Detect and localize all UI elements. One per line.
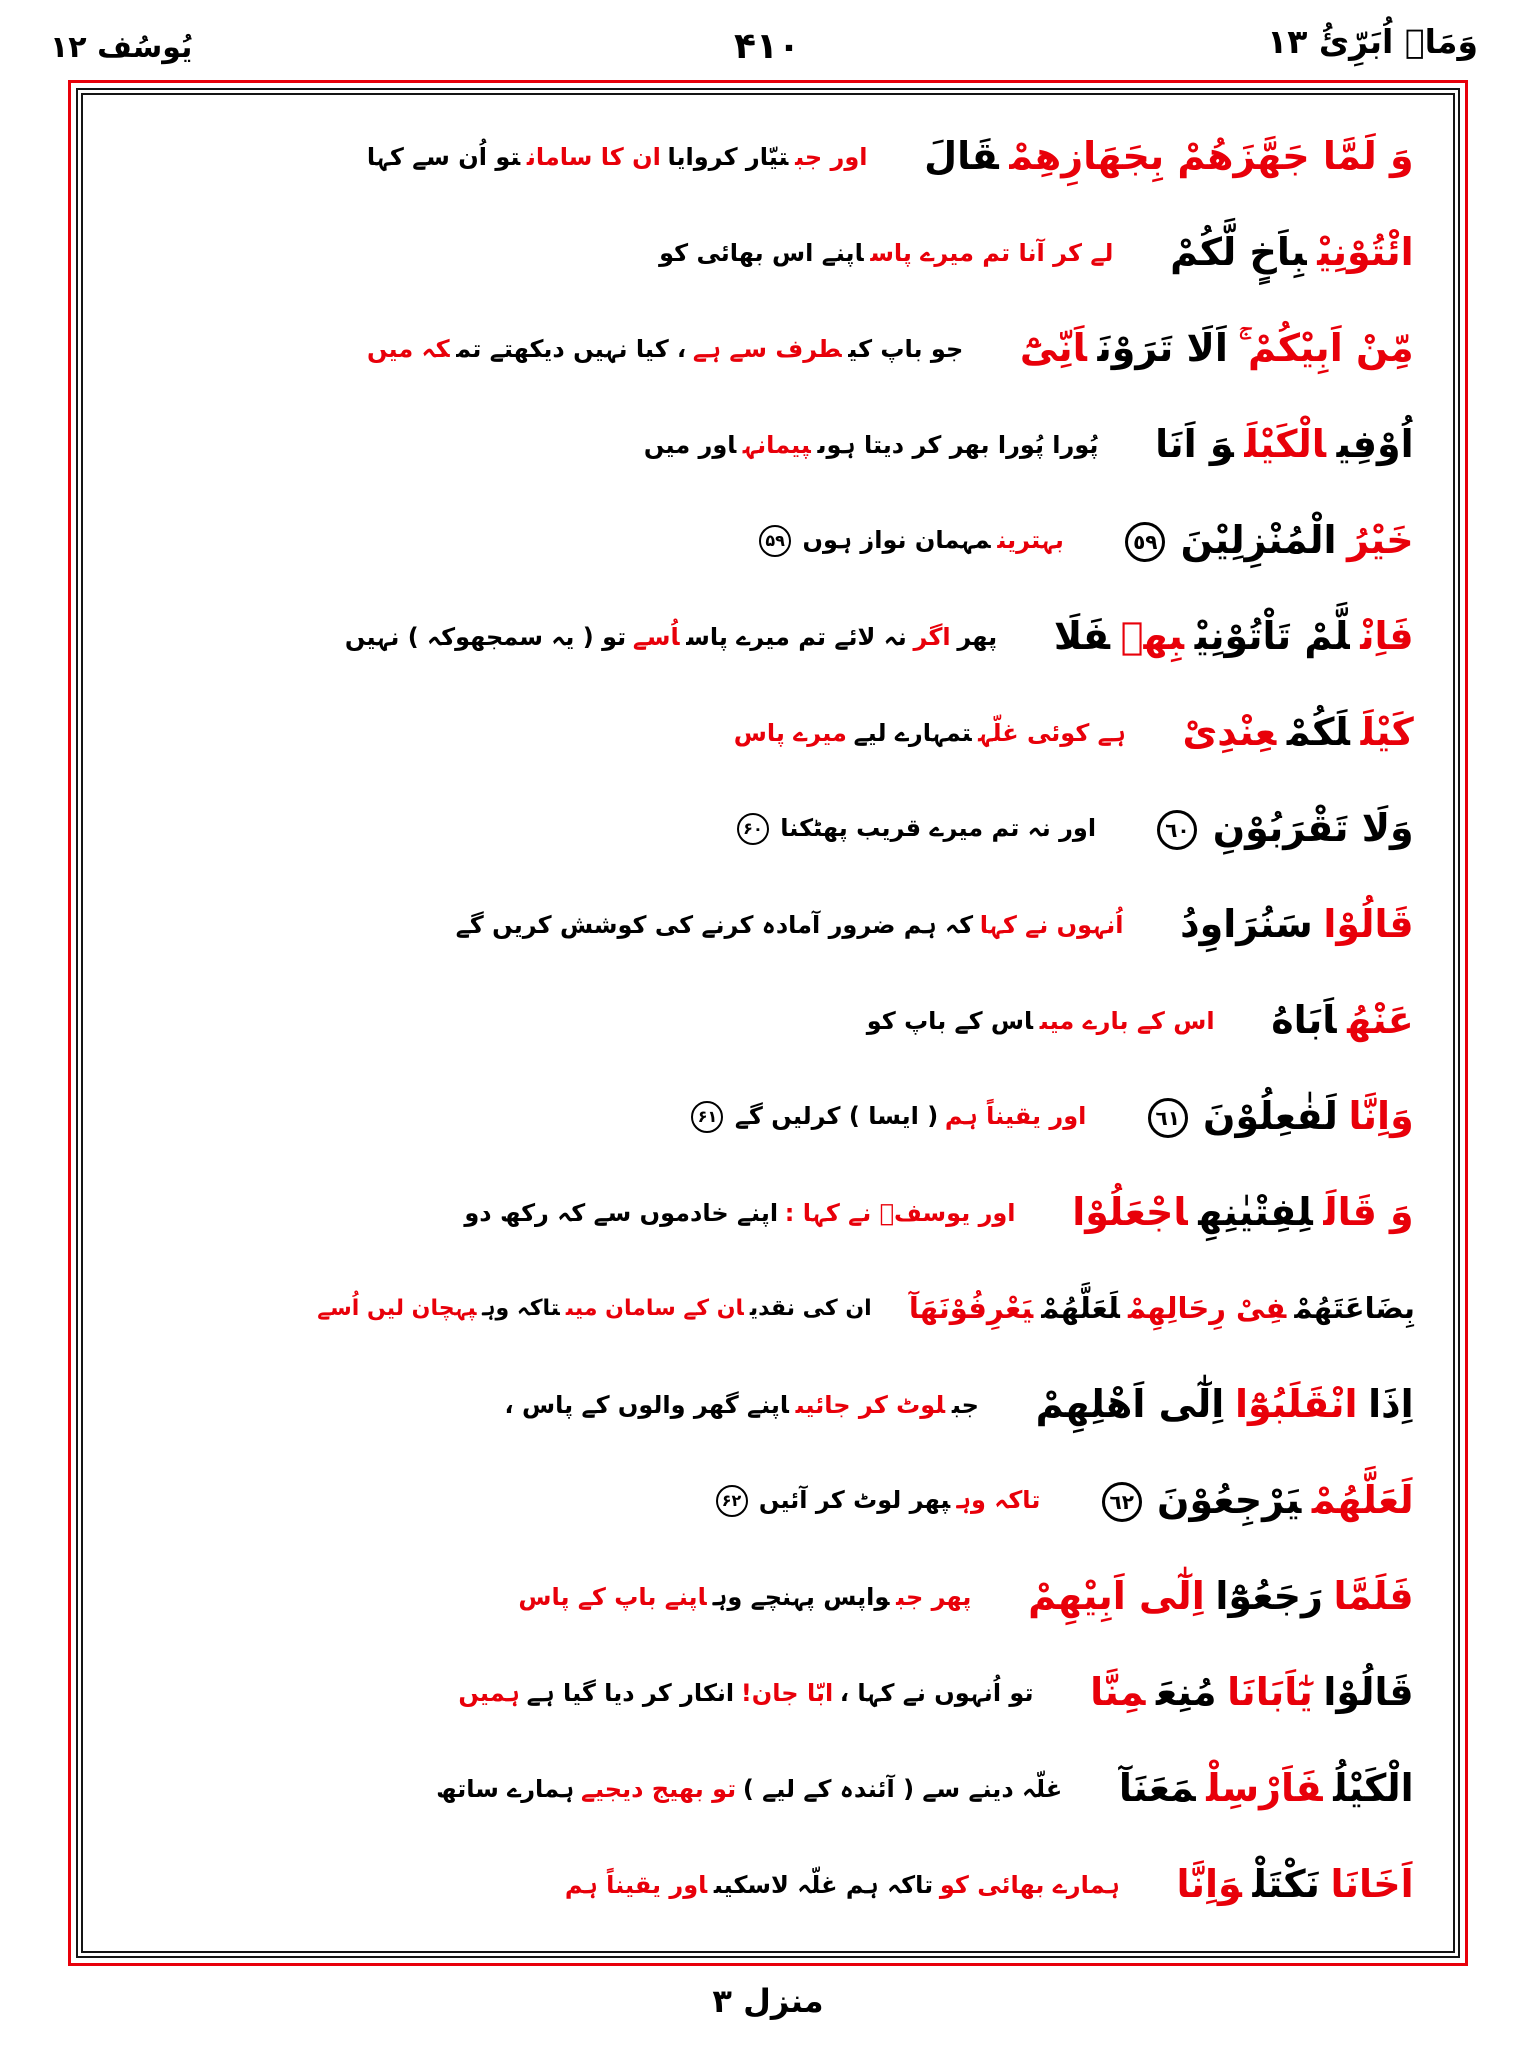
manzil-label: منزل ۳ (712, 1982, 824, 2020)
arabic-verse-line (1067, 1192, 1419, 1234)
ayah-number-badge: ۶۰ (737, 813, 769, 845)
text-segment: تو اُنہوں نے کہا ، (839, 1678, 1034, 1707)
surah-title-left: یُوسُف ۱۲ (50, 30, 193, 65)
urdu-translation-line (109, 143, 919, 172)
text-segment: مہمان نواز ہوں (802, 526, 991, 554)
text-segment: بہترین (997, 526, 1064, 554)
text-segment: غلّہ دینے سے ( آئندہ کے لیے ) (742, 1774, 1063, 1803)
verse-row (109, 205, 1419, 301)
urdu-translation-line (109, 813, 1147, 845)
text-segment: وَ اَنَا (1155, 422, 1234, 467)
text-segment: اور یقیناً ہم (564, 1870, 708, 1899)
verse-row (109, 589, 1419, 685)
verse-row (109, 877, 1419, 973)
arabic-verse-line (1150, 424, 1419, 466)
arabic-verse-line (1147, 805, 1419, 851)
verse-row (109, 973, 1419, 1069)
text-segment: لِفِتْیٰنِهِ (1198, 1190, 1313, 1235)
text-segment: اور میں (643, 430, 737, 459)
verse-row (109, 493, 1419, 589)
text-segment: اپنے گھر والوں کے پاس ، (504, 1390, 789, 1419)
text-segment: سَنُرَاوِدُ (1180, 902, 1313, 947)
urdu-translation-line (109, 431, 1150, 460)
text-segment: ( ایسا ) کرلیں گے (734, 1102, 939, 1130)
verse-row (109, 301, 1419, 397)
text-segment: انکار کر دیا گیا ہے (526, 1678, 735, 1707)
text-segment: طرف سے ہے (692, 334, 842, 363)
text-segment: اگر (913, 622, 951, 651)
text-segment: نَكْتَلْ (1252, 1862, 1320, 1907)
arabic-verse-line (1177, 712, 1419, 754)
text-segment: اَبَاهُ (1271, 998, 1337, 1043)
text-segment: مَعَنَآ (1118, 1766, 1196, 1811)
arabic-verse-line (1175, 904, 1419, 946)
text-segment: لَّمْ تَاْتُوْنِیْ (1194, 614, 1350, 659)
text-segment: لَعَلَّهُمْ (1041, 1291, 1120, 1326)
text-segment: بِاَخٍ لَّكُمْ (1170, 230, 1307, 275)
text-segment: یٰٓاَبَانَا (1227, 1670, 1313, 1715)
text-segment: لوٹ کر جائیں (795, 1390, 946, 1419)
text-segment: وَ قَالَ (1323, 1190, 1414, 1235)
urdu-translation-line (109, 1583, 1023, 1612)
ayah-number-badge: ۵۹ (759, 525, 791, 557)
text-segment: لَفٰعِلُوْنَ (1203, 1093, 1338, 1138)
verse-row (109, 1261, 1419, 1357)
text-segment: عِنْدِیْ (1182, 710, 1277, 755)
text-segment: ہمیں (458, 1678, 520, 1707)
text-segment: فَلَا (1053, 614, 1111, 659)
text-segment: یَعْرِفُوْنَهَآ (908, 1291, 1034, 1326)
text-segment: ان کی نقدی (749, 1295, 872, 1321)
arabic-verse-line (1092, 1477, 1419, 1523)
text-segment: وَ لَمَّا جَهَّزَهُمْ بِجَهَازِهِمْ (1009, 134, 1414, 179)
urdu-translation-line (109, 525, 1115, 557)
juz-title-right: وَمَاۤ اُبَرِّئُ ۱۳ (1267, 22, 1478, 61)
text-segment: پیمانہ (743, 430, 811, 459)
urdu-translation-line (109, 1871, 1171, 1900)
urdu-translation-line (109, 719, 1177, 748)
text-segment: لَكُمْ (1286, 710, 1350, 755)
text-segment: تیّار کروایا (667, 142, 789, 171)
arabic-verse-line (1049, 616, 1419, 658)
text-segment: قَالَ (924, 134, 999, 179)
text-segment: اور یوسفؑ نے کہا : (784, 1198, 1016, 1227)
text-segment: پھر (957, 622, 998, 651)
urdu-translation-line (109, 623, 1049, 652)
text-segment: تو اُن سے کہا (366, 142, 521, 171)
text-segment: کہ میں (366, 334, 450, 363)
urdu-translation-line (109, 335, 1015, 364)
text-segment: مِّنْ اَبِیْكُمْ ۚ (1238, 326, 1414, 371)
text-segment: فِیْ رِحَالِهِمْ (1127, 1291, 1287, 1326)
urdu-translation-line (109, 239, 1165, 268)
text-segment: پھر لوٹ کر آئیں (758, 1486, 951, 1514)
text-segment: تمہارے لیے (853, 718, 972, 747)
page-header (50, 16, 1484, 78)
text-segment: فَاَرْسِلْ (1206, 1766, 1323, 1811)
text-segment: جو باپ کی (848, 334, 964, 363)
text-segment: الْكَیْلُ (1333, 1766, 1414, 1811)
text-segment: اُنہوں نے کہا (979, 910, 1124, 939)
urdu-translation-line (109, 1007, 1266, 1036)
urdu-translation-line (109, 1391, 1030, 1420)
text-segment: یَرْجِعُوْنَ (1157, 1477, 1302, 1522)
urdu-translation-line (109, 1775, 1114, 1804)
text-segment: اور جب (795, 142, 868, 171)
arabic-verse-line (1171, 1864, 1419, 1906)
text-segment: الْكَیْلَ (1244, 422, 1327, 467)
arabic-verse-line (1115, 517, 1419, 563)
text-segment: اور یقیناً ہم (944, 1102, 1087, 1130)
verse-rows (83, 95, 1453, 1951)
text-segment: جب (951, 1390, 979, 1419)
text-segment: نہ لائے تم میرے پاس (686, 622, 907, 651)
arabic-verse-line (1114, 1768, 1419, 1810)
ayah-number-badge: ۶۱ (691, 1101, 723, 1133)
arabic-verse-line (1266, 1000, 1419, 1042)
text-segment: تو ( یہ سمجھوکہ ) نہیں (344, 622, 627, 651)
outer-red-border (68, 80, 1468, 1966)
text-segment: وَلَا تَقْرَبُوْنِ (1212, 805, 1414, 850)
urdu-translation-line (109, 1485, 1092, 1517)
text-segment: اجْعَلُوْا (1072, 1190, 1188, 1235)
text-segment: بِهٖ (1120, 614, 1185, 659)
urdu-translation-line (109, 1101, 1138, 1133)
arabic-verse-line (1165, 232, 1419, 274)
page-footer (0, 1982, 1536, 2020)
text-segment: خَیْرُ (1347, 517, 1414, 562)
verse-row (109, 109, 1419, 205)
text-segment: اُسے (632, 622, 680, 651)
ayah-number-badge: ٦١ (1148, 1098, 1188, 1138)
text-segment: پہچان لیں اُسے (317, 1295, 477, 1321)
verse-row (109, 1645, 1419, 1741)
text-segment: مِنَّا (1090, 1670, 1146, 1715)
text-segment: اپنے اس بھائی کو (659, 238, 864, 267)
text-segment: اس کے بارے میں (1039, 1006, 1215, 1035)
text-segment: تو بھیج دیجیے (580, 1774, 737, 1803)
inner-black-border (76, 88, 1460, 1958)
verse-row (109, 1453, 1419, 1549)
verse-row (109, 1357, 1419, 1453)
text-segment: بِضَاعَتَهُمْ (1294, 1291, 1415, 1326)
verse-row (109, 1549, 1419, 1645)
text-segment: اُوْفِی (1336, 422, 1414, 467)
verse-row (109, 1741, 1419, 1837)
text-segment: ائْتُوْنِیْ (1317, 230, 1414, 275)
ayah-number-badge: ٦٢ (1102, 1482, 1142, 1522)
arabic-verse-line (905, 1293, 1419, 1325)
verse-row (109, 397, 1419, 493)
ayah-number-badge: ٦٠ (1157, 810, 1197, 850)
arabic-verse-line (1138, 1093, 1419, 1139)
arabic-verse-line (1023, 1576, 1419, 1618)
text-segment: عَنْهُ (1347, 998, 1414, 1043)
verse-row (109, 1837, 1419, 1933)
verse-row (109, 1069, 1419, 1165)
text-segment: ابّا جان! (740, 1678, 834, 1707)
text-segment: لَعَلَّهُمْ (1311, 1477, 1414, 1522)
text-segment: قَالُوْا (1323, 902, 1414, 947)
arabic-verse-line (1030, 1384, 1419, 1426)
text-segment: رَجَعُوْٓا (1215, 1574, 1323, 1619)
text-segment: اَخَانَا (1330, 1862, 1414, 1907)
verse-row (109, 685, 1419, 781)
text-segment: مُنِعَ (1156, 1670, 1217, 1715)
text-segment: تاکہ وہ (956, 1486, 1041, 1514)
text-segment: ان کا سامان (526, 142, 661, 171)
text-segment: الْمُنْزِلِیْنَ (1180, 517, 1337, 562)
text-segment: لے کر آنا تم میرے پاس (870, 238, 1114, 267)
text-segment: قَالُوْا (1323, 1670, 1414, 1715)
text-segment: ہے کوئی غلّہ (978, 718, 1126, 747)
text-segment: وَاِنَّا (1176, 1862, 1242, 1907)
arabic-verse-line (1085, 1672, 1419, 1714)
text-segment: اپنے خادموں سے کہ رکھ دو (464, 1198, 779, 1227)
text-segment: اِلٰٓی اَبِیْهِمْ (1028, 1574, 1205, 1619)
text-segment: اور نہ تم میرے قریب پھٹکنا (780, 814, 1097, 842)
text-segment: پُورا پُورا بھر کر دیتا ہوں (817, 430, 1099, 459)
text-segment: فَلَمَّا (1333, 1574, 1414, 1619)
text-segment: اپنے باپ کے پاس (518, 1582, 707, 1611)
ayah-number-badge: ٥٩ (1125, 522, 1165, 562)
text-segment: اِلٰٓی اَهْلِهِمْ (1035, 1382, 1225, 1427)
text-segment: اِذَا (1368, 1382, 1414, 1427)
text-segment: اَنِّیْٓ (1019, 326, 1087, 371)
text-segment: وَاِنَّا (1348, 1093, 1414, 1138)
text-segment: انْقَلَبُوْٓا (1234, 1382, 1358, 1427)
text-segment: تاکہ وہ (482, 1295, 560, 1321)
text-segment: ہمارے ساتھ (436, 1774, 575, 1803)
text-segment: پھر جب (896, 1582, 972, 1611)
text-segment: اَلَا تَرَوْنَ (1097, 326, 1228, 371)
verse-row (109, 1165, 1419, 1261)
text-segment: فَاِنْ (1360, 614, 1414, 659)
ayah-number-badge: ۶۲ (716, 1485, 748, 1517)
arabic-verse-line (1015, 328, 1419, 370)
text-segment: اس کے باپ کو (866, 1006, 1034, 1035)
text-segment: ، کیا نہیں دیکھتے تم (456, 334, 687, 363)
page-number: ۴۱۰ (734, 26, 800, 67)
text-segment: تاکہ ہم غلّہ لاسکیں (713, 1870, 934, 1899)
text-segment: ان کے سامان میں (565, 1295, 744, 1321)
text-segment: ہمارے بھائی کو (939, 1870, 1120, 1899)
urdu-translation-line (109, 1199, 1067, 1228)
urdu-translation-line (109, 1679, 1085, 1708)
text-segment: واپس پہنچے وہ (713, 1582, 890, 1611)
urdu-translation-line (109, 911, 1175, 940)
text-segment: کہ ہم ضرور آمادہ کرنے کی کوشش کریں گے (455, 910, 974, 939)
text-segment: كَیْلَ (1360, 710, 1414, 755)
text-segment: میرے پاس (733, 718, 847, 747)
verse-row (109, 781, 1419, 877)
urdu-translation-line (109, 1296, 905, 1322)
arabic-verse-line (919, 136, 1419, 178)
